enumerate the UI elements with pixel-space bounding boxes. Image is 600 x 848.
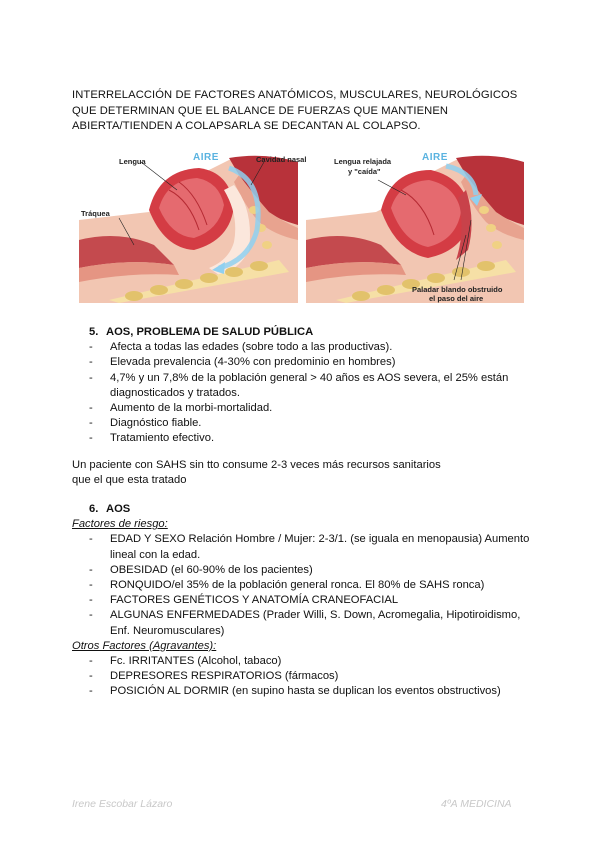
intro-text <box>72 88 542 135</box>
label-caida: y "caída" <box>348 167 381 176</box>
resources-paragraph <box>72 458 542 488</box>
section-6 <box>72 502 542 700</box>
label-lengua: Lengua <box>119 157 146 166</box>
airway-illustration-open <box>79 150 298 303</box>
list-item: - 4,7% y un 7,8% de la población general > 40 años es AOS severa, el 25% están diagnosticados y tratados. <box>72 371 542 401</box>
paragraph-line: que el que esta tratado <box>72 474 187 487</box>
footer-author: Irene Escobar Lázaro <box>72 798 173 810</box>
figure-obstructed-airway <box>306 150 524 303</box>
other-factors-label: Otros Factores (Agravantes): <box>72 639 217 652</box>
airway-illustration-obstructed <box>306 150 524 303</box>
label-paladar-blando: Paladar blando obstruido <box>412 285 503 294</box>
list-item: - OBESIDAD (el 60-90% de los pacientes) <box>72 563 542 578</box>
list-item: - Elevada prevalencia (4-30% con predominio en hombres) <box>72 355 542 370</box>
list-item: - EDAD Y SEXO Relación Hombre / Mujer: 2-3/1. (se iguala en menopausia) Aumento lineal con la edad. <box>72 532 542 562</box>
label-traquea: Tráquea <box>81 209 110 218</box>
label-lengua-relajada: Lengua relajada <box>334 157 392 166</box>
list-item: - FACTORES GENÉTICOS Y ANATOMÍA CRANEOFACIAL <box>72 593 542 608</box>
label-cavidad-nasal: Cavidad nasal <box>256 155 307 164</box>
risk-factors-list <box>72 532 542 638</box>
intro-line: INTERRELACCIÓN DE FACTORES ANATÓMICOS, MUSCULARES, NEUROLÓGICOS <box>72 89 518 101</box>
list-item: - Afecta a todas las edades (sobre todo a las productivas). <box>72 340 542 355</box>
label-aire: AIRE <box>193 152 219 163</box>
intro-line: ABIERTA/TIENDEN A COLAPSARLA SE DECANTAN AL COLAPSO. <box>72 120 421 132</box>
list-item: - Tratamiento efectivo. <box>72 431 542 446</box>
list-item: - Aumento de la morbi-mortalidad. <box>72 401 542 416</box>
other-factors-list <box>72 654 542 700</box>
figure-open-airway <box>79 150 307 303</box>
section-title: AOS, PROBLEMA DE SALUD PÚBLICA <box>106 326 314 338</box>
section-title: AOS <box>106 503 131 515</box>
section-heading <box>72 502 542 517</box>
label-aire: AIRE <box>422 152 448 163</box>
list-item: - Diagnóstico fiable. <box>72 416 542 431</box>
list-item: - DEPRESORES RESPIRATORIOS (fármacos) <box>72 669 542 684</box>
list-item: - POSICIÓN AL DORMIR (en supino hasta se duplican los eventos obstructivos) <box>72 684 542 699</box>
paragraph-line: Un paciente con SAHS sin tto consume 2-3 veces más recursos sanitarios <box>72 459 441 471</box>
list-item: - ALGUNAS ENFERMEDADES (Prader Willi, S. Down, Acromegalia, Hipotiroidismo, Enf. Neuromusculares) <box>72 608 542 638</box>
public-health-list <box>72 340 542 446</box>
section-number: 6. <box>89 503 99 515</box>
section-heading <box>72 325 542 340</box>
intro-line: QUE DETERMINAN QUE EL BALANCE DE FUERZAS QUE MANTIENEN <box>72 104 449 117</box>
list-item: - RONQUIDO/el 35% de la población general ronca. El 80% de SAHS ronca) <box>72 578 542 593</box>
list-item: - Fc. IRRITANTES (Alcohol, tabaco) <box>72 654 542 669</box>
section-number: 5. <box>89 326 99 338</box>
footer-course: 4ºA MEDICINA <box>441 798 512 810</box>
label-paso-aire: el paso del aire <box>429 294 484 303</box>
risk-factors-label: Factores de riesgo: <box>72 518 168 531</box>
section-5 <box>72 325 542 447</box>
